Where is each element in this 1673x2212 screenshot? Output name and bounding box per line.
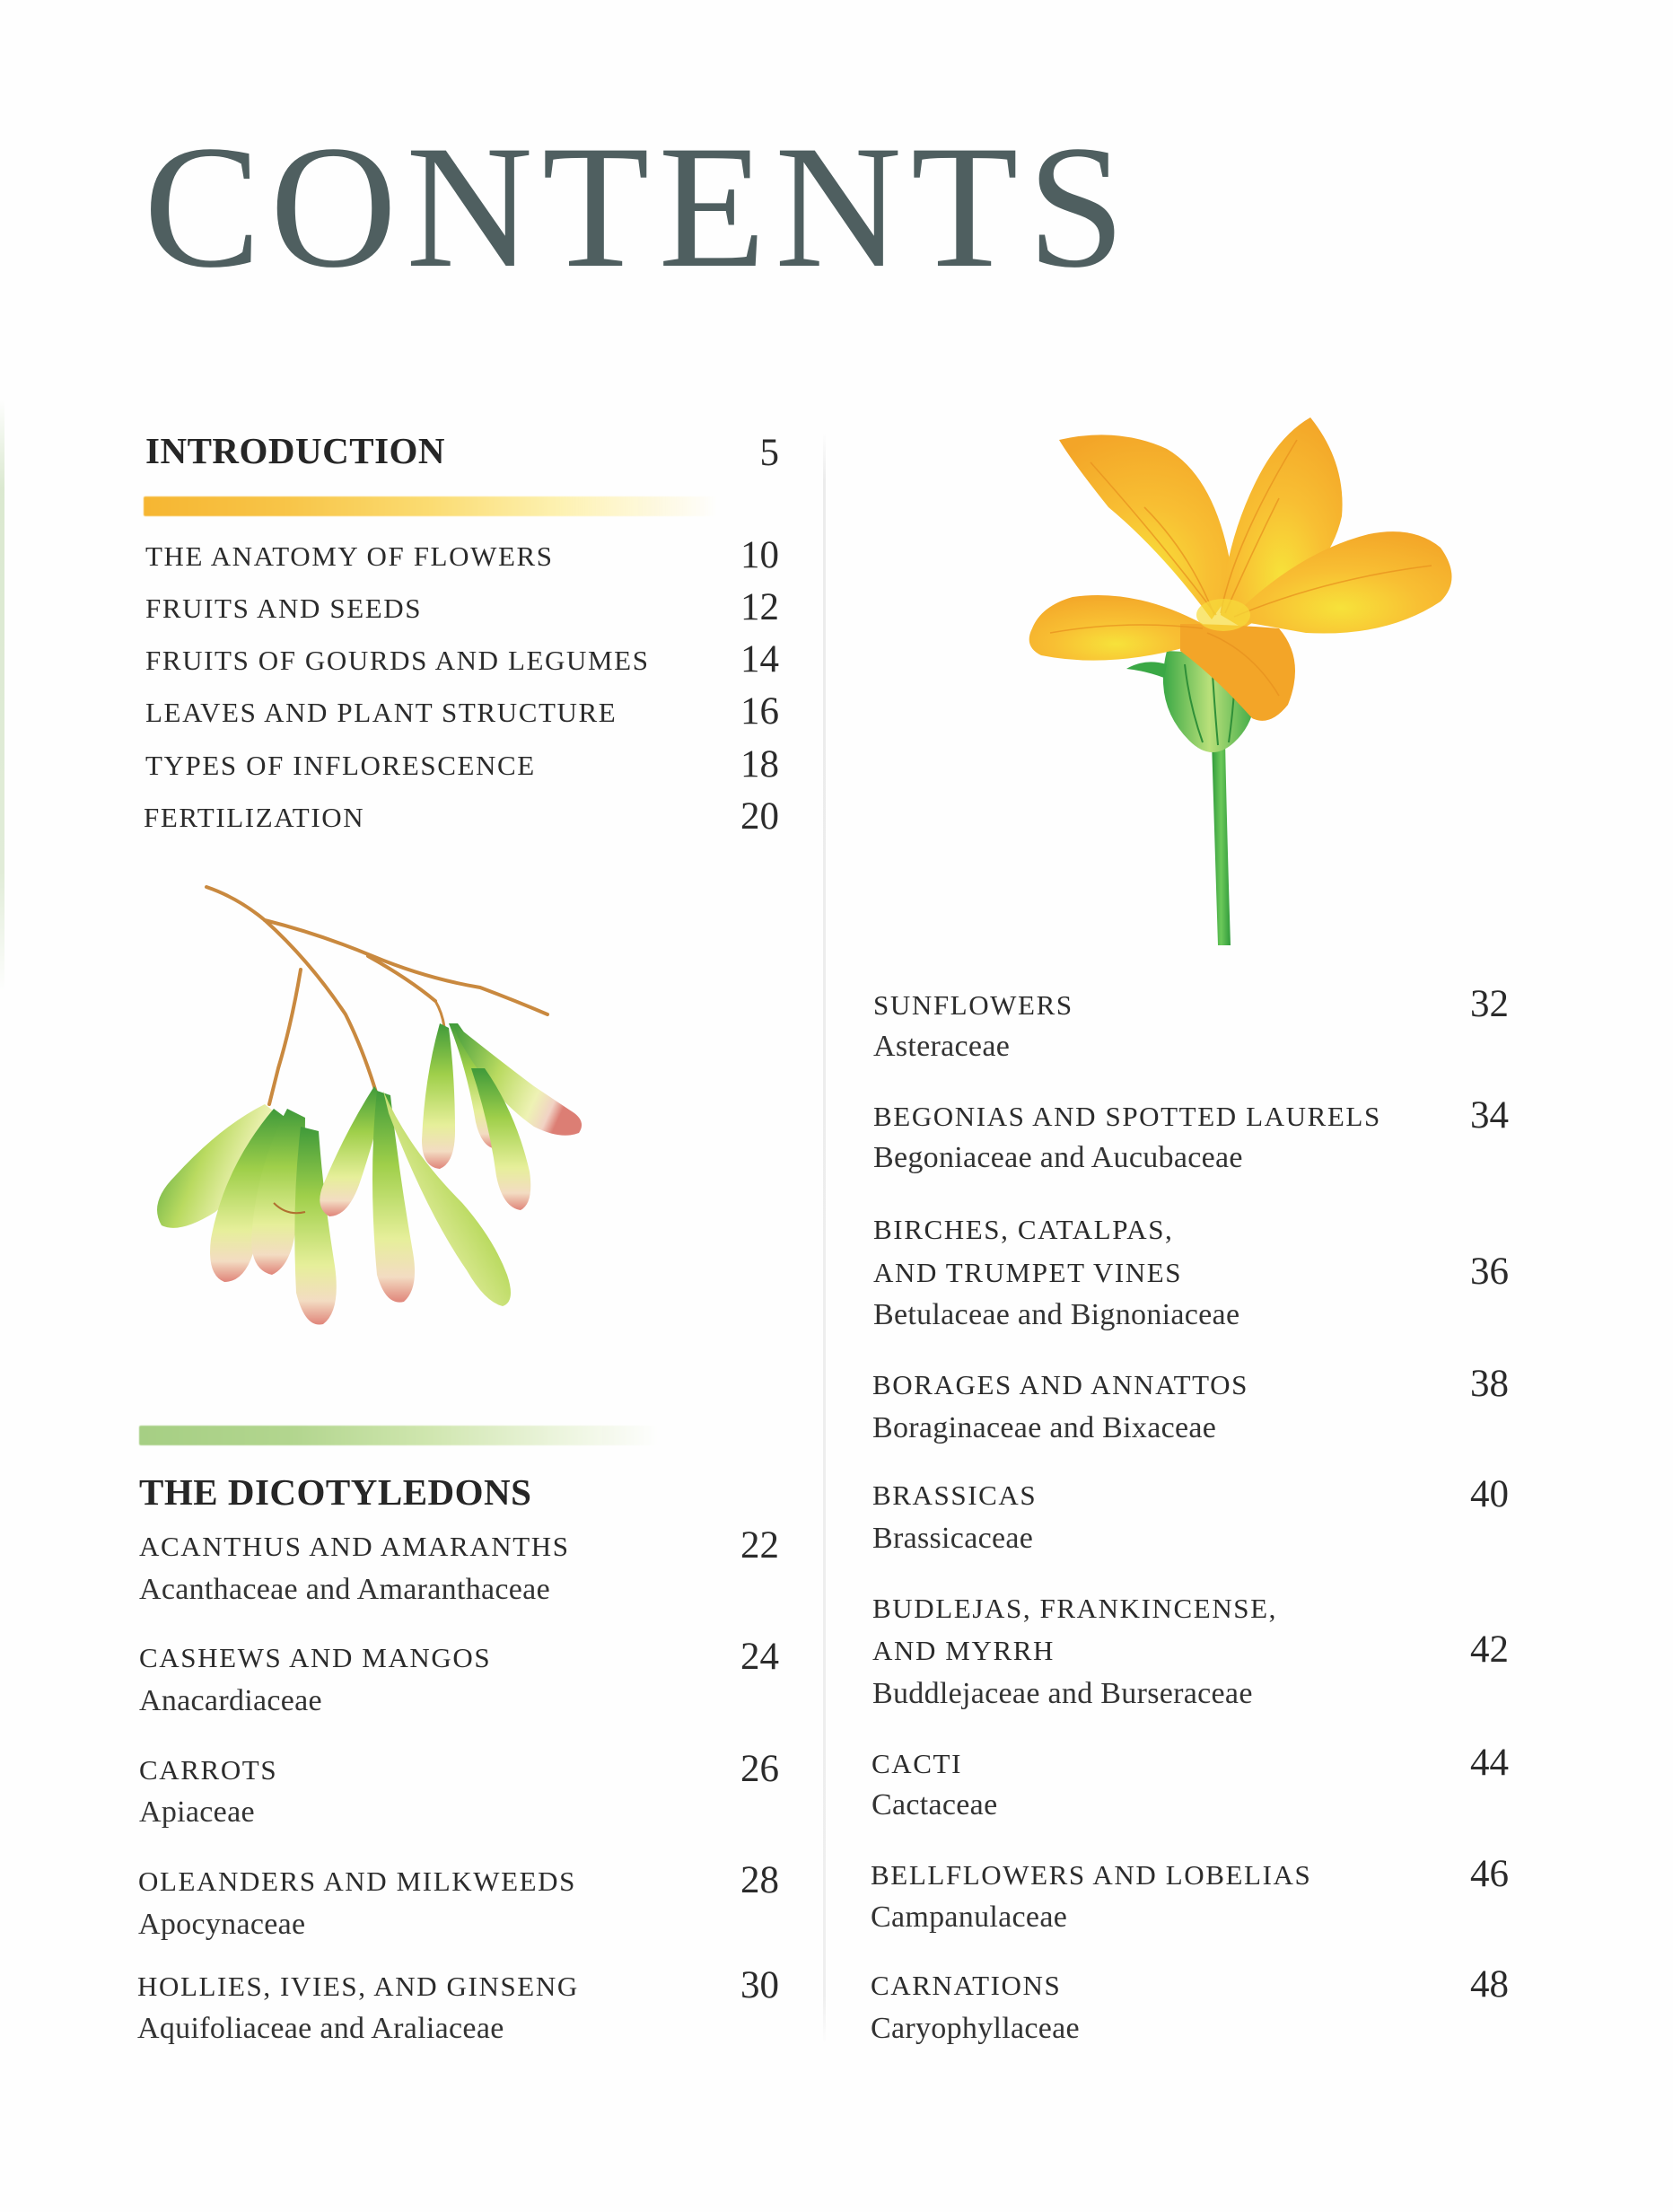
introduction-accent-bar — [144, 496, 718, 516]
entry-name[interactable]: CARNATIONS — [871, 1970, 1062, 2001]
intro-item-name[interactable]: FRUITS AND SEEDS — [145, 592, 423, 624]
entry-page[interactable]: 44 — [1470, 1742, 1509, 1784]
seed-pod-illustration — [139, 880, 723, 1387]
entry-name[interactable]: CACTI — [872, 1748, 962, 1779]
entry-page[interactable]: 26 — [740, 1748, 779, 1790]
entry-name-line2[interactable]: AND TRUMPET VINES — [873, 1257, 1183, 1288]
flower-illustration — [1010, 408, 1467, 952]
entry-name-line1[interactable]: BIRCHES, CATALPAS, — [873, 1214, 1174, 1245]
introduction-page-number: 5 — [759, 432, 779, 474]
entry-name[interactable]: SUNFLOWERS — [873, 989, 1073, 1021]
entry-page[interactable]: 32 — [1470, 983, 1509, 1025]
intro-item-name[interactable]: FRUITS OF GOURDS AND LEGUMES — [145, 645, 650, 676]
entry-page[interactable]: 38 — [1470, 1363, 1509, 1405]
entry-name[interactable]: BEGONIAS AND SPOTTED LAURELS — [873, 1101, 1381, 1132]
entry-family: Anacardiaceae — [139, 1684, 322, 1717]
dicotyledons-accent-bar — [139, 1426, 660, 1445]
introduction-heading: INTRODUCTION — [145, 430, 446, 471]
entry-page[interactable]: 24 — [740, 1636, 779, 1678]
entry-name[interactable]: OLEANDERS AND MILKWEEDS — [138, 1865, 576, 1897]
entry-family: Campanulaceae — [871, 1900, 1068, 1934]
intro-item-name[interactable]: FERTILIZATION — [144, 802, 365, 833]
entry-name[interactable]: CARROTS — [139, 1754, 278, 1786]
entry-name[interactable]: ACANTHUS AND AMARANTHS — [139, 1531, 570, 1562]
entry-page[interactable]: 40 — [1470, 1473, 1509, 1515]
entry-page[interactable]: 48 — [1470, 1963, 1509, 2006]
intro-item-page[interactable]: 14 — [740, 638, 779, 680]
intro-item-page[interactable]: 10 — [740, 534, 779, 576]
entry-name[interactable]: BORAGES AND ANNATTOS — [872, 1369, 1248, 1400]
entry-name[interactable]: CASHEWS AND MANGOS — [139, 1642, 492, 1673]
intro-item-page[interactable]: 16 — [740, 690, 779, 733]
entry-family: Brassicaceae — [872, 1522, 1034, 1555]
entry-name-line1[interactable]: BUDLEJAS, FRANKINCENSE, — [872, 1593, 1278, 1624]
scan-edge-tint — [0, 399, 4, 992]
entry-page[interactable]: 30 — [740, 1964, 779, 2006]
entry-page[interactable]: 36 — [1470, 1251, 1509, 1293]
entry-family: Apiaceae — [139, 1795, 255, 1829]
intro-item-name[interactable]: LEAVES AND PLANT STRUCTURE — [145, 697, 618, 728]
intro-item-name[interactable]: TYPES OF INFLORESCENCE — [145, 750, 536, 781]
entry-family: Aquifoliaceae and Araliaceae — [137, 2012, 504, 2045]
intro-item-page[interactable]: 18 — [740, 743, 779, 786]
entry-page[interactable]: 34 — [1470, 1094, 1509, 1137]
entry-family: Betulaceae and Bignoniaceae — [873, 1298, 1240, 1331]
entry-name[interactable]: BRASSICAS — [872, 1479, 1038, 1511]
entry-page[interactable]: 46 — [1470, 1853, 1509, 1895]
entry-page[interactable]: 28 — [740, 1859, 779, 1901]
entry-family: Acanthaceae and Amaranthaceae — [139, 1573, 550, 1606]
column-divider — [823, 433, 826, 2044]
entry-name-line2[interactable]: AND MYRRH — [872, 1635, 1055, 1666]
entry-name[interactable]: BELLFLOWERS AND LOBELIAS — [871, 1859, 1312, 1891]
dicotyledons-heading: THE DICOTYLEDONS — [139, 1471, 532, 1513]
entry-family: Boraginaceae and Bixaceae — [872, 1411, 1217, 1444]
entry-family: Cactaceae — [872, 1788, 998, 1821]
entry-name[interactable]: HOLLIES, IVIES, AND GINSENG — [137, 1971, 579, 2002]
entry-family: Begoniaceae and Aucubaceae — [873, 1141, 1243, 1174]
intro-item-page[interactable]: 20 — [740, 795, 779, 838]
intro-item-name[interactable]: THE ANATOMY OF FLOWERS — [145, 540, 554, 572]
intro-item-page[interactable]: 12 — [740, 586, 779, 628]
entry-page[interactable]: 42 — [1470, 1628, 1509, 1671]
page-title: CONTENTS — [144, 110, 1134, 304]
entry-family: Asteraceae — [873, 1030, 1011, 1063]
entry-family: Caryophyllaceae — [871, 2012, 1080, 2045]
entry-family: Buddlejaceae and Burseraceae — [872, 1677, 1253, 1710]
entry-page[interactable]: 22 — [740, 1524, 779, 1567]
entry-family: Apocynaceae — [138, 1908, 306, 1941]
